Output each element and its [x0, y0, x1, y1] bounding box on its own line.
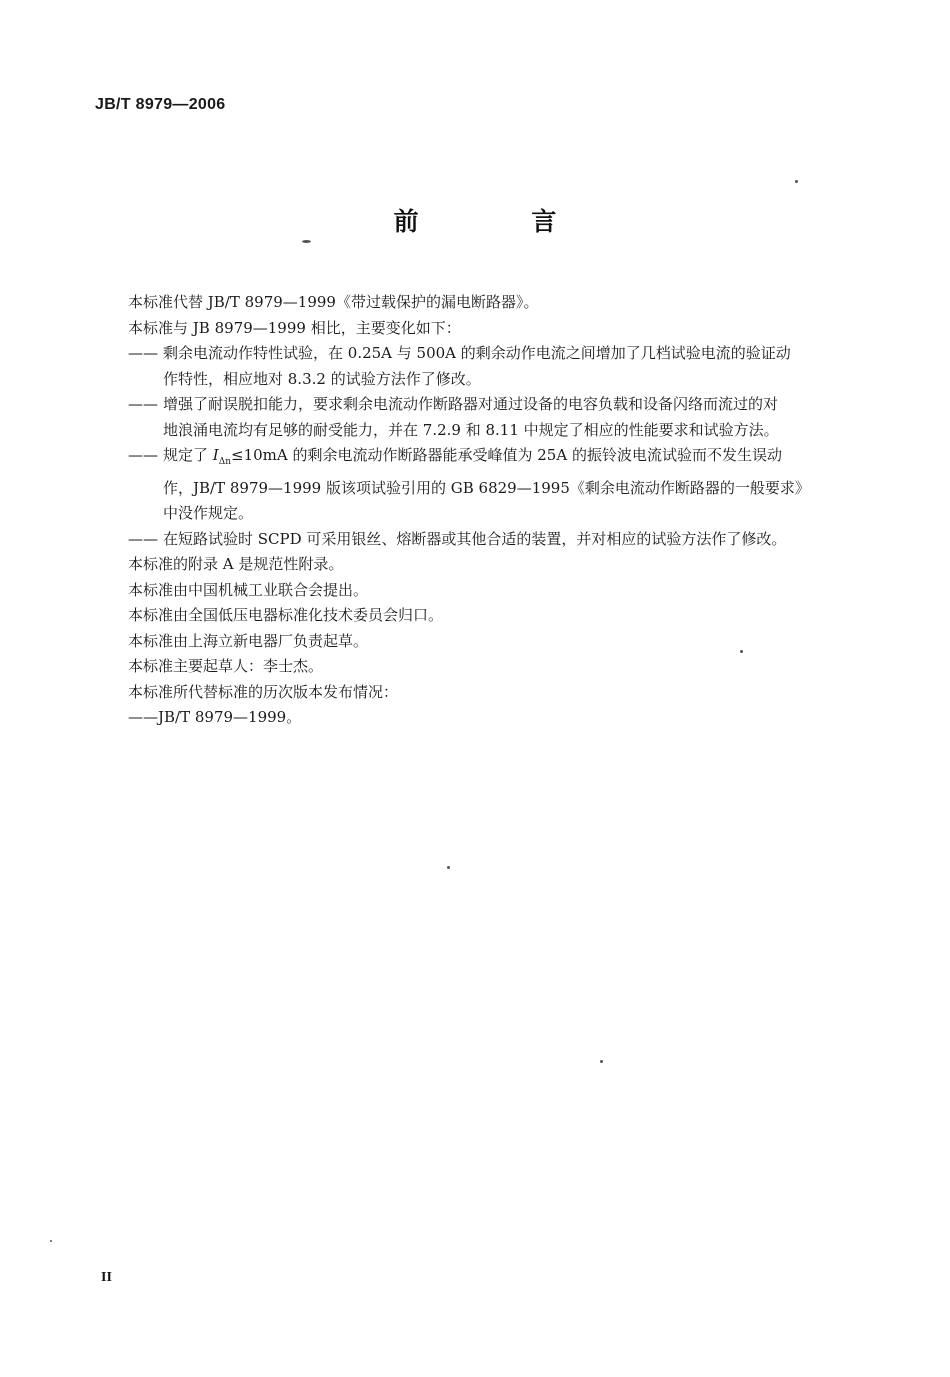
scan-speck — [600, 1060, 603, 1063]
scan-speck — [795, 180, 798, 183]
paragraph-drafters: 本标准主要起草人：李士杰。 — [128, 657, 324, 675]
history-entry — [128, 705, 868, 731]
paragraph-centralized-by: 本标准由全国低压电器标准化技术委员会归口。 — [128, 606, 444, 624]
paragraph-drafted-by: 本标准由上海立新电器厂负责起草。 — [128, 631, 369, 650]
change-line: 作特性，相应地对 8.3.2 的试验方法作了修改。 — [163, 369, 481, 388]
dash-marker: —— — [128, 344, 158, 362]
dash-marker: —— — [128, 708, 158, 726]
paragraph-proposed-by: 本标准由中国机械工业联合会提出。 — [128, 580, 369, 599]
scan-speck — [302, 240, 311, 243]
change-item — [128, 443, 868, 527]
foreword-body — [128, 290, 868, 731]
change-line: 作，JB/T 8979—1999 版该项试验引用的 GB 6829—1995《剩余电流动作断路器的一般要求》 — [163, 478, 810, 497]
symbol-subscript: Δn — [218, 457, 232, 467]
change-line: 在短路试验时 SCPD 可采用银丝、熔断器或其他合适的装置，并对相应的试验方法作了修改。 — [163, 529, 787, 548]
current-symbol — [212, 446, 232, 467]
dash-marker: —— — [128, 395, 158, 413]
page-number: II — [101, 1270, 112, 1285]
change-line: 中没作规定。 — [163, 504, 254, 522]
change-item — [128, 527, 868, 553]
scan-speck — [50, 1240, 52, 1242]
history-text: JB/T 8979—1999。 — [158, 708, 302, 726]
change-text-post: ≤10mA 的剩余电流动作断路器能承受峰值为 25A 的振铃波电流试验而不发生误动 — [231, 446, 782, 464]
change-text-pre: 规定了 — [163, 446, 213, 464]
scan-speck — [740, 650, 743, 653]
paragraph-replaces: 本标准代替 JB/T 8979—1999《带过载保护的漏电断路器》。 — [128, 293, 539, 311]
standard-code: JB/T 8979—2006 — [95, 96, 226, 113]
change-item — [128, 392, 868, 443]
paragraph-history-intro: 本标准所代替标准的历次版本发布情况： — [128, 682, 399, 701]
paragraph-annex: 本标准的附录 A 是规范性附录。 — [128, 555, 344, 573]
scan-speck — [447, 866, 450, 869]
dash-marker: —— — [128, 529, 158, 548]
change-line: 地浪涌电流均有足够的耐受能力，并在 7.2.9 和 8.11 中规定了相应的性能要求和试验方法。 — [163, 420, 779, 439]
symbol-letter: I — [212, 446, 219, 464]
dash-marker: —— — [128, 446, 158, 464]
change-item — [128, 341, 868, 392]
change-line: 剩余电流动作特性试验，在 0.25A 与 500A 的剩余动作电流之间增加了几档试验电流的验证动 — [163, 344, 791, 362]
change-line: 增强了耐误脱扣能力，要求剩余电流动作断路器对通过设备的电容负载和设备闪络而流过的对 — [163, 395, 779, 413]
change-line-with-symbol — [163, 443, 868, 476]
page-title: 前 言 — [393, 207, 609, 236]
paragraph-changes-intro: 本标准与 JB 8979—1999 相比，主要变化如下： — [128, 318, 461, 337]
